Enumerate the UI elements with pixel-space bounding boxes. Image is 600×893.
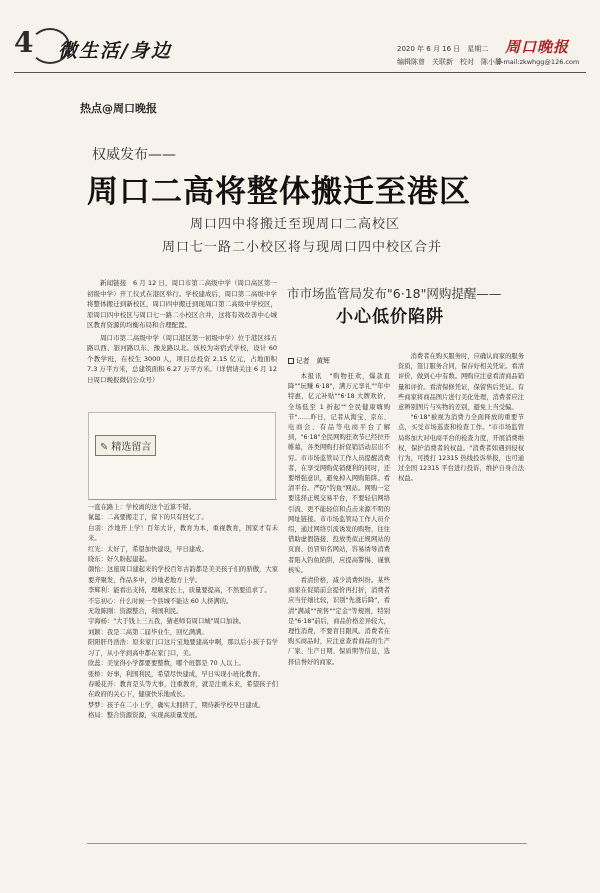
comment-item: 红光：太好了，希望加快建设，早日建成。 bbox=[88, 545, 208, 553]
comments-box-divider bbox=[89, 499, 277, 500]
editorial-staff: 编辑陈曾 关联新 校对 陈小静 bbox=[397, 58, 502, 66]
page-bottom-divider bbox=[87, 843, 527, 844]
side-article-reporter: 记者 黄辉 bbox=[296, 357, 330, 365]
comments-box-header bbox=[95, 435, 156, 456]
comment-item: 欣蕊：美觉得小学都要要整数，哪个班都是 70 人以上。 bbox=[88, 660, 245, 668]
comment-item: 阳阳肝丹浩浩：原来家门口这片宝地要建高中啊，那以后小孩子有学习了，从小学到高中都在家门口，美。 bbox=[88, 639, 278, 657]
comment-item: 宇海杨："大于钱上三五我，猜老师有周口城"周口加油。 bbox=[88, 618, 245, 626]
masthead bbox=[0, 0, 600, 78]
comment-item: 无敌陈刚：资源整合，利国利民。 bbox=[88, 608, 183, 616]
comment-item: 梦梦：孩子在二小上学，确实太拥挤了，期待新学校早日建成。 bbox=[88, 701, 265, 709]
comment-item: 不忘初心：什么时候一个县城不能达 60 人挤满的。 bbox=[88, 597, 233, 605]
comment-item: 春暖花开：教育是头等大事，注重教育，就是注重未来，希望孩子们在政府的关心下，健康快乐地成长。 bbox=[88, 680, 278, 699]
side-article-column-2 bbox=[398, 352, 524, 485]
side-article-paragraph: 本报讯 "购物狂欢，爆款直降""玩赚 6·18"，满万元享礼""年中特惠，亿元补贴""6·18 大牌欢价，全场低至 1 折起""全民健康嗨购节"……昨日，记者从淘宝、京东、电商会、有品等电商平台了解到，"6·18"全民网购狂欢节已经拉开帷幕，各类网购打折促销活动层出不穷。市市场监管局工作人员提醒消费者，在享受网购促销便利的同时，还要增强意识，避免掉入网购陷阱。看清平台。严防"钓鱼"网站。网购一定要选择正规交易平台，不要轻信网络引流、更不能轻信和点击来源不明的网址链接。市市场监管局工作人员介绍，通过网络引流诱发的购物，往往借助虚假链接、投放类似正规网站的页面、仿冒知名网站，容易诱导消费者陷入钓鱼陷阱，应提高警惕、谨慎核实。 bbox=[288, 373, 390, 574]
comment-item: 张桥：好事，利国利民，希望尽快建成，早日实现小班化教育。 bbox=[88, 670, 265, 678]
comment-item: 一直在路上：学校离的这个近算不错。 bbox=[88, 504, 196, 511]
article-kicker: 权威发布—— bbox=[92, 147, 176, 163]
article-paragraph: 新闻链接 6 月 12 日，周口市第二高级中学（周口高区第一初级中学）开工仪式在港区举行。学校建成后，周口第二高级中学将整体搬迁到新校区，周口四中搬迁到现周口第二高级中学校区，原周口四中校区与周口七一路二小校区合并，这将有效改善中心城区教育资源的均衡布局和合理配置。 bbox=[87, 279, 277, 329]
comment-item: 格局：整合资源资源，实现高质量发展。 bbox=[88, 712, 202, 720]
comments-list bbox=[88, 503, 278, 722]
pencil-icon: ✎ bbox=[100, 442, 109, 453]
article-paragraph: 周口市第二高级中学（周口港区第一初级中学）位于港区纬五路以西、银河路以东、豫龙路以北。该校为寄宿式学校，设计 60 个教学班，在校生 3000 人，项目总投资 2.15 亿元，占地面积 7.3 万平方米，总建筑面积 6.27 万平方米。（详情请关注 6 月 12 日周口晚报微信公众号） bbox=[87, 333, 277, 384]
page-number: 4 bbox=[14, 26, 34, 59]
side-article-paragraph: 看清价格，减少消费纠纷。某些商家在促销前会提价再打折，消费者应当仔细比较，识别"先涨后降"，看清"满减""预售""定金"等规则，特别是"6·18"前后，商品价格差异较大，理性消费，不要盲目跟风。消费者在购买商品时，应注意查看商品的生产厂家、生产日期、保质期等信息，选择信誉好的商家。 bbox=[288, 577, 390, 666]
comments-box bbox=[88, 412, 276, 500]
side-article-byline bbox=[288, 355, 330, 365]
side-article-paragraph: 消费者在购买服务时，应确认商家的服务资质，签订服务合同，保存好相关凭证。看清评价，做到心中有数。网购应注意看清商品销量和评价。看清保修凭证，保留售后凭证。有些商家将商品图片进行美化处理，消费者应注意辨别图片与实物的差别，避免上当受骗。 bbox=[398, 353, 524, 412]
side-article-column-1 bbox=[288, 372, 390, 668]
hot-topic-tag: 热点@周口晚报 bbox=[80, 102, 157, 115]
side-article-headline: 小心低价陷阱 bbox=[336, 307, 444, 327]
section-title: 微生活/身边 bbox=[58, 40, 172, 62]
side-article-kicker: 市市场监管局发布"6·18"网购提醒—— bbox=[287, 286, 502, 301]
newspaper-logo: 周口晚报 bbox=[505, 38, 570, 56]
article-subhead-1: 周口四中将搬迁至现周口二高校区 bbox=[190, 217, 401, 232]
issue-date: 2020 年 6 月 16 日 星期二 bbox=[397, 45, 489, 53]
byline-square-icon bbox=[288, 358, 294, 364]
side-article-paragraph: "6·18"被视为消费力全面释放的重要节点，买受市场巡查和检查工作。"市市场监管局将加大对电商平台的检查力度，开展消费维权，保护消费者的权益。"消费者如遇到侵权行为，可拨打 12315 热线投诉举报，也可通过全国 12315 平台进行投诉，维护自身合法权益。 bbox=[398, 414, 524, 483]
article-subhead-2: 周口七一路二小校区将与现周口四中校区合并 bbox=[162, 240, 443, 255]
contact-email: E-mail:zkwhgg@126.com bbox=[497, 58, 580, 66]
comments-box-title: 精选留言 bbox=[111, 442, 152, 453]
masthead-divider bbox=[14, 72, 586, 73]
article-body bbox=[87, 278, 277, 387]
comment-item: 刘颖：我是二高第二届毕业生，回忆满满。 bbox=[88, 628, 208, 636]
comment-item: 氤氲：二高要搬走了，留下的只有回忆了。 bbox=[88, 514, 208, 522]
article-headline: 周口二高将整体搬迁至港区 bbox=[87, 174, 471, 210]
comment-item: 颜怡：这座周口建起来的学校百年古韵都是美美孩子们的骄傲，大家要齐聚发，作品多中，沙地老地方上学。 bbox=[88, 566, 278, 584]
comment-item: 晓东：好久盼起建起。 bbox=[88, 556, 151, 564]
comment-item: 白羽：沙地开上学！百年大计，教育为本，重视教育，国家才有未来。 bbox=[88, 524, 278, 543]
comment-item: 李辉利：能看出支持，理顺家长上，质量要提高，不然要追求了。 bbox=[88, 587, 271, 595]
